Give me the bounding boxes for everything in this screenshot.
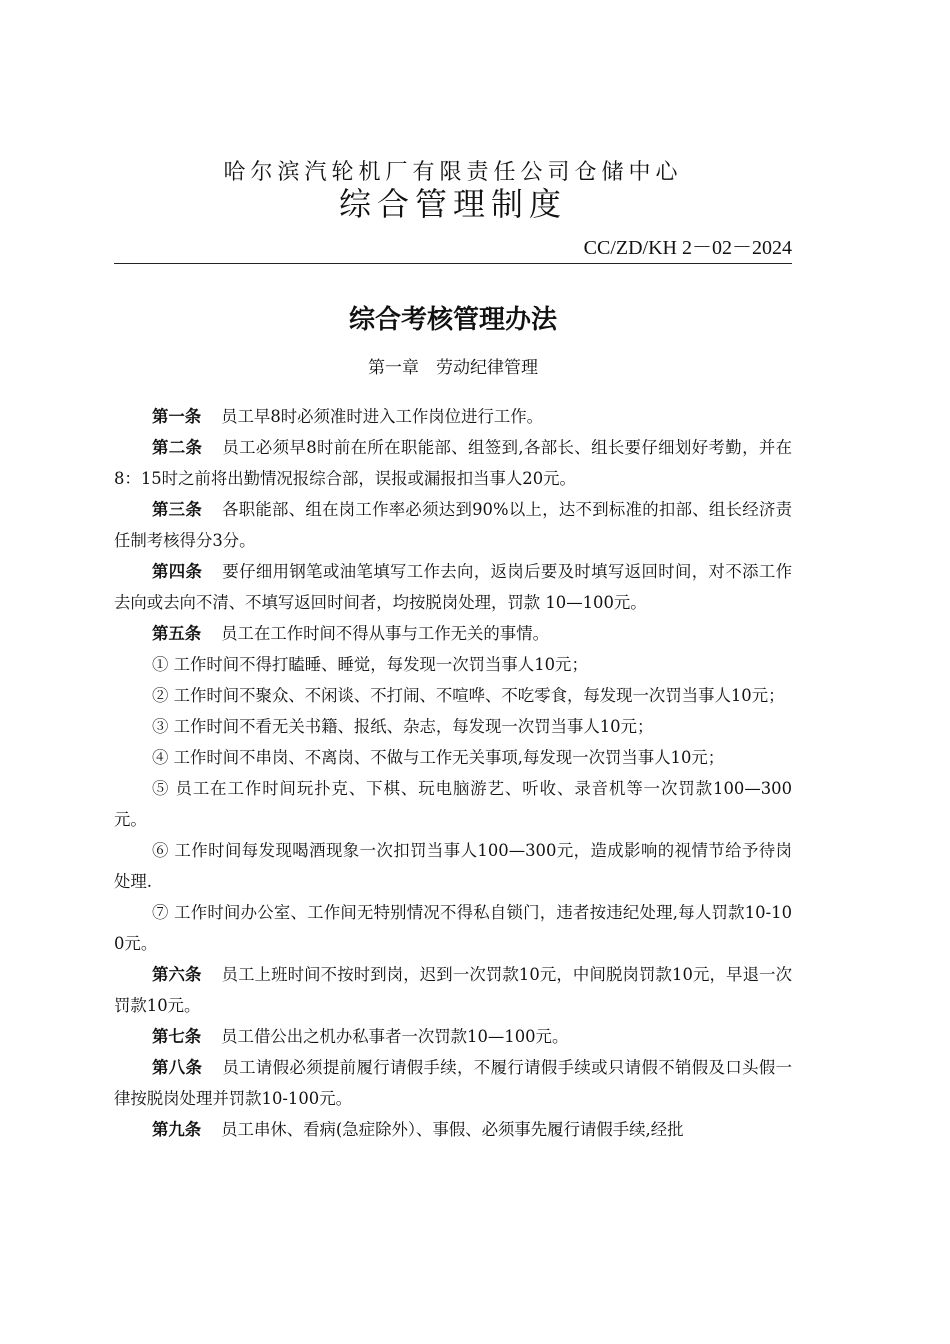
article-text: 员工借公出之机办私事者一次罚款10—100元。: [221, 1027, 569, 1046]
article-text: 员工在工作时间不得从事与工作无关的事情。: [221, 624, 549, 643]
article-label: 第一条: [152, 407, 202, 426]
article-text: 员工早8时必须准时进入工作岗位进行工作。: [221, 407, 544, 426]
item-text: ④ 工作时间不串岗、不离岗、不做与工作无关事项,每发现一次罚当事人10元；: [152, 748, 725, 767]
article-9: [114, 1114, 792, 1145]
article-5-item-1: [114, 649, 792, 680]
article-2: [114, 432, 792, 494]
article-1: [114, 401, 792, 432]
item-text: ⑤ 员工在工作时间玩扑克、下棋、玩电脑游艺、听收、录音机等一次罚款100—300元。: [114, 779, 792, 829]
chapter-heading: 第一章 劳动纪律管理: [368, 358, 538, 378]
article-5-item-3: [114, 711, 792, 742]
article-text: 要仔细用钢笔或油笔填写工作去向，返岗后要及时填写返回时间，对不添工作去向或去向不清、不填写返回时间者，均按脱岗处理，罚款 10—100元。: [114, 562, 793, 612]
header-divider: [114, 263, 792, 264]
article-5-item-6: [114, 835, 792, 897]
article-label: 第四条: [152, 562, 203, 581]
article-5-item-7: [114, 897, 792, 959]
article-5-item-2: [114, 680, 792, 711]
item-text: ⑦ 工作时间办公室、工作间无特别情况不得私自锁门，违者按违纪处理,每人罚款10-100元。: [114, 903, 792, 953]
article-8: [114, 1052, 792, 1114]
article-label: 第二条: [152, 438, 203, 457]
article-label: 第六条: [152, 965, 202, 984]
document-code: CC/ZD/KH 2－02－2024: [583, 237, 792, 259]
document-body: [114, 401, 792, 1145]
article-label: 第九条: [152, 1120, 202, 1139]
article-6: [114, 959, 792, 1021]
article-5-item-5: [114, 773, 792, 835]
article-3: [114, 494, 792, 556]
article-4: [114, 556, 792, 618]
article-text: 员工上班时间不按时到岗，迟到一次罚款10元，中间脱岗罚款10元，早退一次罚款10元。: [114, 965, 792, 1015]
item-text: ⑥ 工作时间每发现喝酒现象一次扣罚当事人100—300元，造成影响的视情节给予待岗处理.: [114, 841, 792, 891]
regulation-title: 综合考核管理办法: [348, 305, 557, 335]
article-text: 员工请假必须提前履行请假手续，不履行请假手续或只请假不销假及口头假一律按脱岗处理并罚款10-100元。: [114, 1058, 793, 1108]
item-text: ② 工作时间不聚众、不闲谈、不打闹、不喧哗、不吃零食，每发现一次罚当事人10元；: [152, 686, 785, 705]
item-text: ① 工作时间不得打瞌睡、睡觉，每发现一次罚当事人10元；: [152, 655, 588, 674]
article-label: 第五条: [152, 624, 202, 643]
article-text: 员工串休、看病(急症除外）、事假、必须事先履行请假手续,经批: [221, 1120, 684, 1139]
article-5-item-4: [114, 742, 792, 773]
document-type-title: 综合管理制度: [338, 185, 567, 223]
article-label: 第八条: [152, 1058, 203, 1077]
article-7: [114, 1021, 792, 1052]
organization-name: 哈尔滨汽轮机厂有限责任公司仓储中心: [223, 160, 683, 185]
article-5: [114, 618, 792, 649]
article-text: 各职能部、组在岗工作率必须达到90%以上，达不到标准的扣部、组长经济责任制考核得分3分。: [114, 500, 793, 550]
article-label: 第三条: [152, 500, 203, 519]
article-label: 第七条: [152, 1027, 202, 1046]
item-text: ③ 工作时间不看无关书籍、报纸、杂志，每发现一次罚当事人10元；: [152, 717, 654, 736]
article-text: 员工必须早8时前在所在职能部、组签到,各部长、组长要仔细划好考勤，并在8：15时之前将出勤情况报综合部，误报或漏报扣当事人20元。: [114, 438, 793, 488]
